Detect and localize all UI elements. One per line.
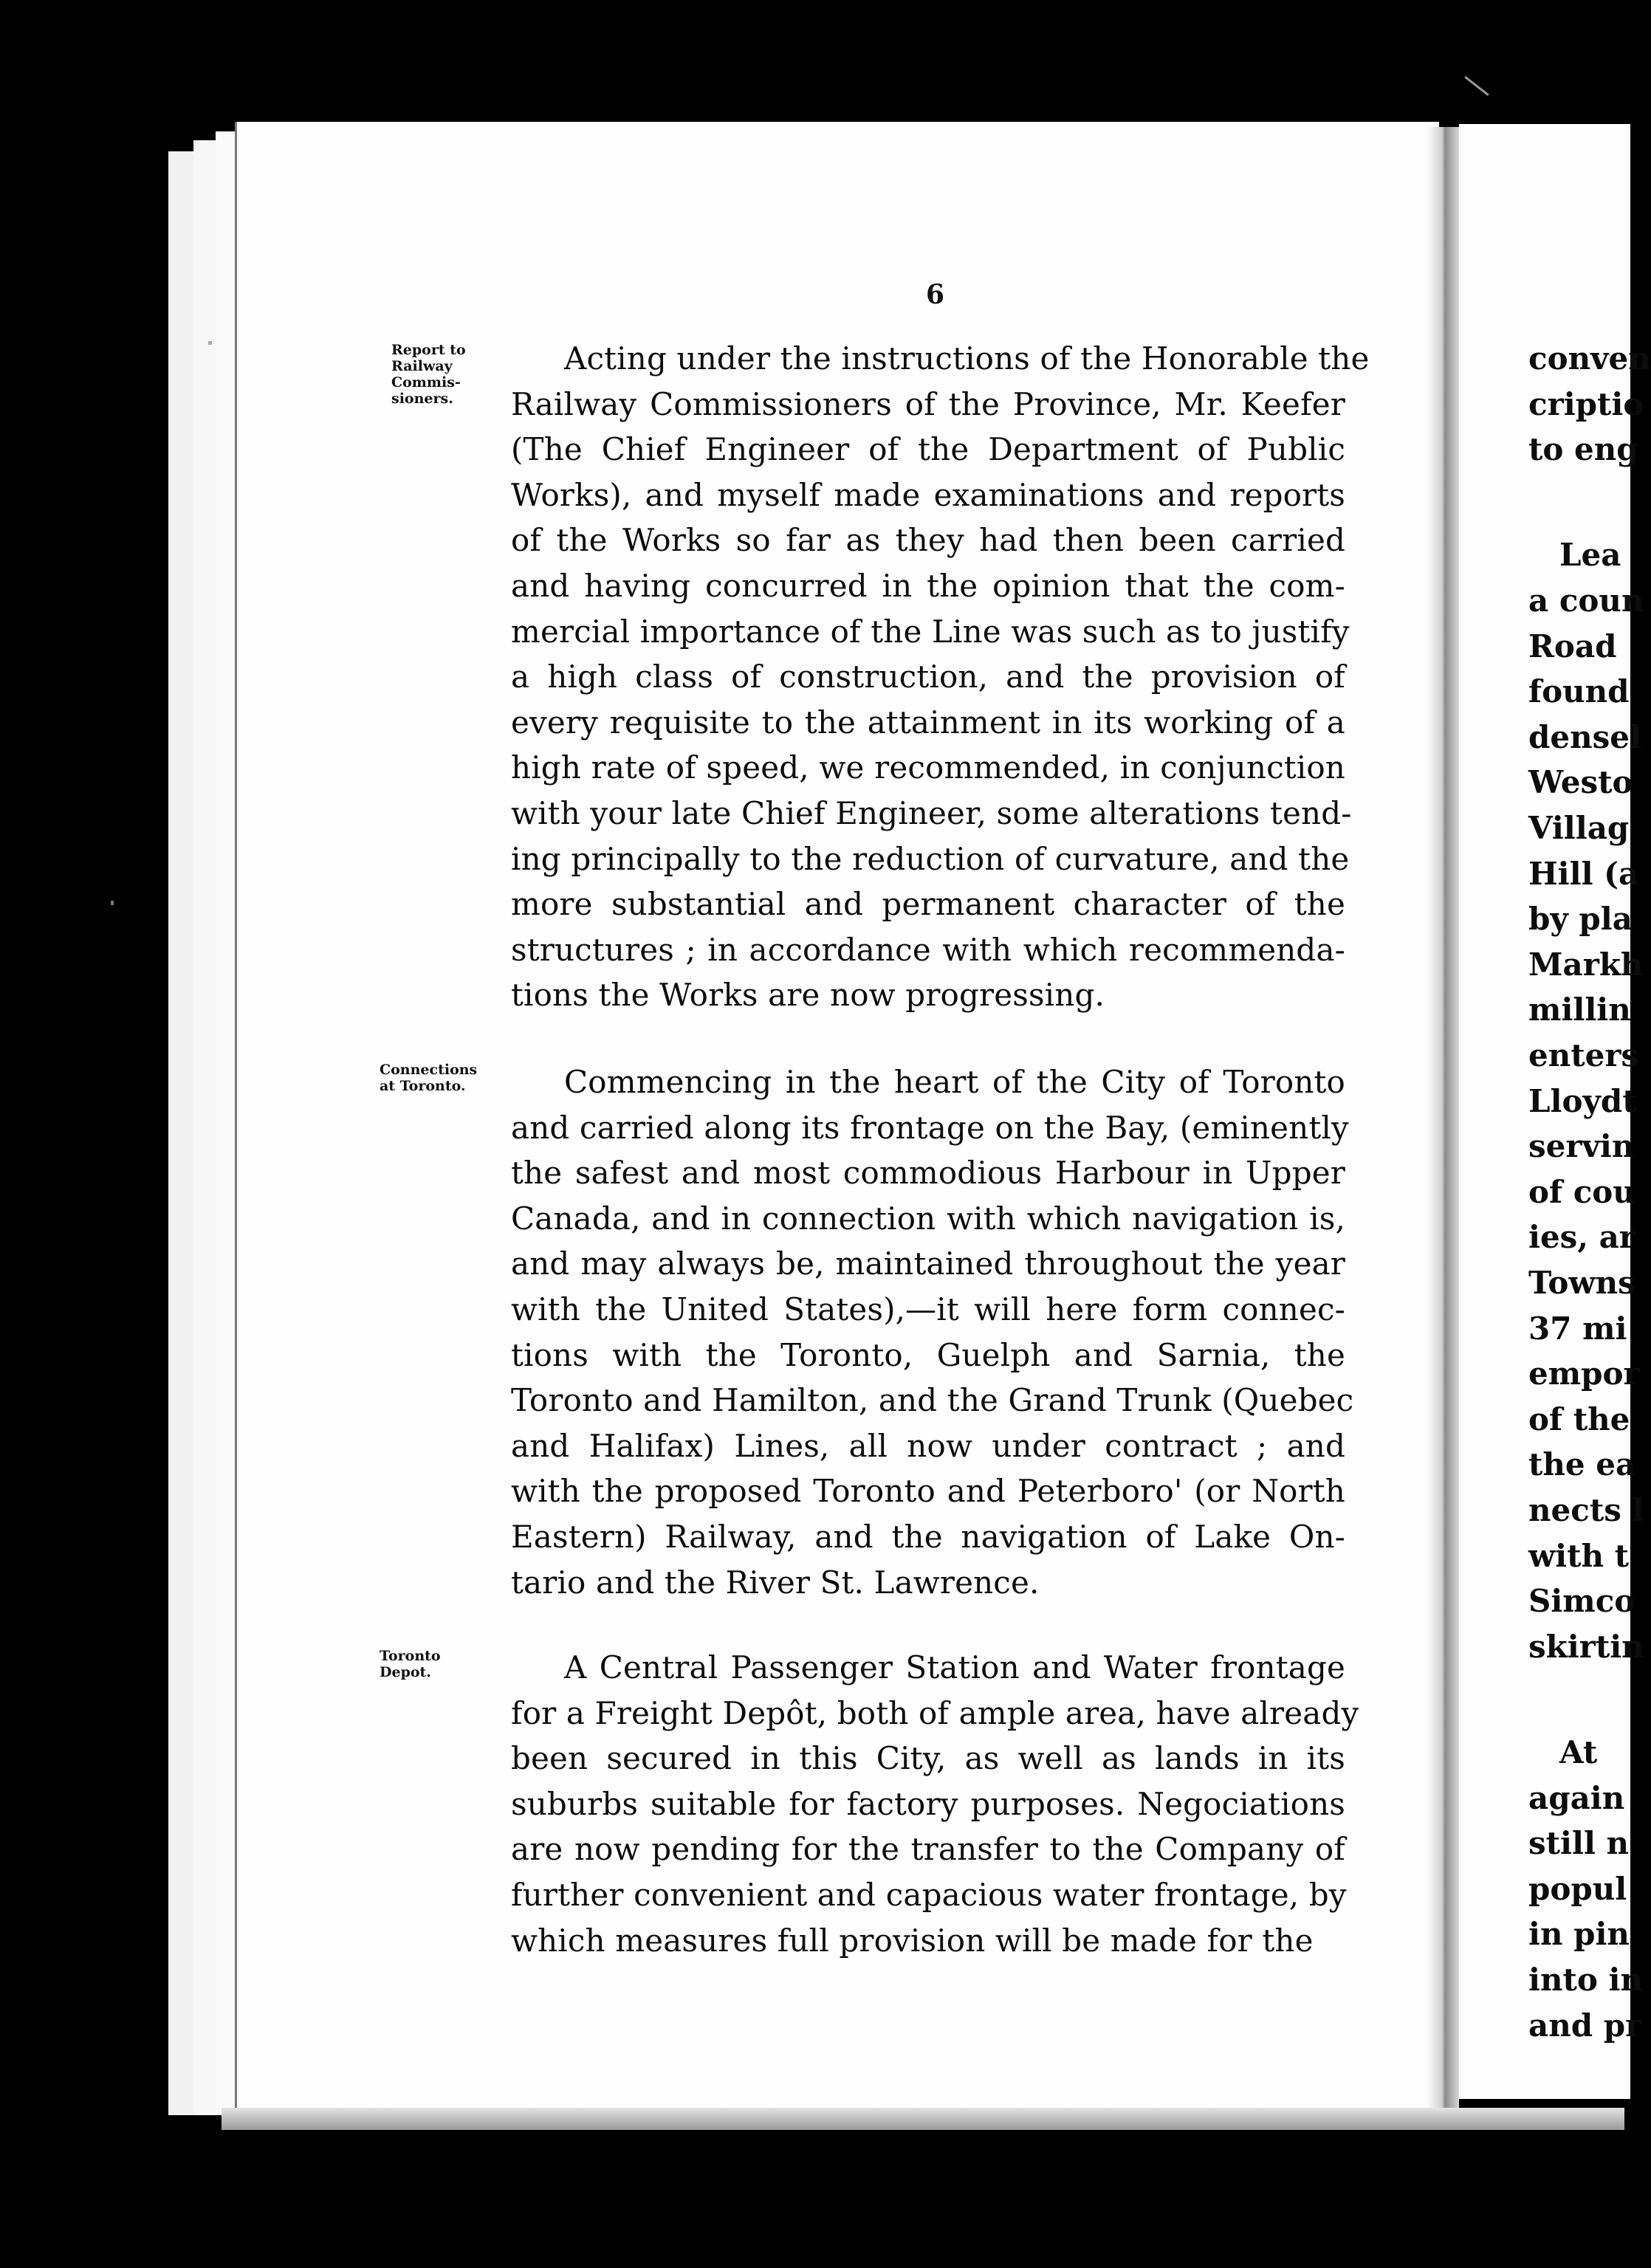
text-line: every requisite to the attainment in its working of a (511, 704, 1345, 740)
text-line: Railway Commissioners of the Province, Mr. Keefer (511, 385, 1345, 422)
margin-note-report (391, 342, 517, 407)
facing-text-line: 37 mi (1528, 1310, 1627, 1347)
text-line: with the proposed Toronto and Peterboro' (or North (511, 1473, 1345, 1510)
text-line: Acting under the instructions of the Honorable the (564, 340, 1370, 377)
scan-artifact (1464, 76, 1489, 96)
facing-text-line: enters (1528, 1037, 1639, 1073)
facing-text-line: At (1559, 1734, 1598, 1770)
text-line: suburbs suitable for factory purposes. Negociations (511, 1785, 1345, 1822)
text-line: of the Works so far as they had then been carried (511, 522, 1345, 559)
text-line: high rate of speed, we recommended, in conjunction (511, 749, 1345, 786)
scan-artifact (111, 901, 114, 905)
facing-text-line: by pla (1528, 901, 1633, 938)
text-line: which measures full provision will be made for the (511, 1922, 1314, 1959)
margin-note-connections (380, 1062, 505, 1094)
facing-text-line: Hill (a (1528, 855, 1639, 892)
facing-text-line: of the (1528, 1401, 1630, 1437)
text-line: further convenient and capacious water frontage, by (511, 1876, 1347, 1913)
paragraph-connections (511, 1059, 1354, 1605)
text-line: structures ; in accordance with which recommenda- (511, 931, 1345, 968)
facing-text-line: ies, ar (1528, 1219, 1635, 1256)
text-line: more substantial and permanent character of the (511, 886, 1345, 923)
facing-text-line: a coun (1528, 583, 1644, 619)
facing-text-line: conven (1528, 340, 1651, 377)
facing-text-line: servin (1528, 1128, 1635, 1165)
text-line: Works), and myself made examinations and reports (511, 476, 1345, 513)
paragraph-report (511, 336, 1370, 1018)
facing-text-line: the ea (1528, 1446, 1636, 1483)
paragraph-depot (511, 1645, 1359, 1963)
margin-note-line: sioners. (391, 391, 453, 407)
margin-note-line: Connections (380, 1062, 478, 1078)
text-line: the safest and most commodious Harbour in Upper (511, 1155, 1345, 1192)
text-line: with the United States),—it will here form connec- (511, 1291, 1345, 1327)
scan-artifact (208, 341, 212, 345)
facing-text-line: empor (1528, 1355, 1640, 1392)
text-line: Commencing in the heart of the City of Toronto (564, 1064, 1345, 1100)
facing-text-line: Lea (1559, 537, 1621, 574)
facing-text-line: again (1528, 1779, 1625, 1816)
facing-text-line: in pin (1528, 1916, 1630, 1953)
text-line: Canada, and in connection with which navigation is, (511, 1200, 1345, 1237)
text-line: and carried along its frontage on the Bay, (eminently (511, 1109, 1349, 1146)
facing-page (1459, 124, 1651, 2099)
page-bottom-edge (222, 2108, 1624, 2130)
facing-text-line: skirtin (1528, 1628, 1644, 1665)
facing-text-line: to eng (1528, 431, 1638, 468)
text-line: (The Chief Engineer of the Department of Public (511, 431, 1345, 468)
margin-note-depot (380, 1648, 505, 1680)
page-number: 6 (926, 279, 945, 310)
text-line: been secured in this City, as well as lands in its (511, 1740, 1345, 1777)
facing-text-line: into in (1528, 1962, 1644, 1998)
facing-text-line: Lloydt (1528, 1082, 1637, 1119)
text-line: A Central Passenger Station and Water frontage (564, 1649, 1345, 1685)
text-line: tions the Works are now progressing. (511, 977, 1105, 1014)
facing-text-line: Markh (1528, 946, 1644, 983)
margin-note-line: Toronto (380, 1648, 441, 1664)
facing-text-line: still n (1528, 1825, 1630, 1862)
facing-text-line: popul (1528, 1870, 1627, 1907)
text-line: with your late Chief Engineer, some alterations tend- (511, 794, 1352, 831)
margin-note-line: Report to (391, 342, 466, 358)
text-line: tions with the Toronto, Guelph and Sarnia, the (511, 1336, 1345, 1373)
margin-note-line: at Toronto. (380, 1078, 466, 1094)
facing-text-line: nects l (1528, 1492, 1644, 1528)
margin-note-line: Depot. (380, 1664, 431, 1680)
text-line: are now pending for the transfer to the Company of (511, 1831, 1345, 1868)
facing-text-line: and pr (1528, 2007, 1642, 2044)
text-line: and may always be, maintained throughout the year (511, 1245, 1345, 1282)
facing-text-line: Villag (1528, 810, 1630, 846)
text-line: Toronto and Hamilton, and the Grand Trunk (Quebec (511, 1382, 1354, 1419)
facing-text-line: densel (1528, 718, 1641, 755)
text-line: for a Freight Depôt, both of ample area, have already (511, 1694, 1359, 1731)
facing-text-line: Simco (1528, 1583, 1635, 1620)
facing-text-line: millin (1528, 992, 1631, 1028)
facing-text-line: criptio (1528, 385, 1644, 422)
text-line: Eastern) Railway, and the navigation of Lake On- (511, 1518, 1345, 1555)
facing-text-line: of cou (1528, 1173, 1635, 1210)
facing-text-line: Road (1528, 628, 1617, 664)
text-line: mercial importance of the Line was such as to justify (511, 613, 1350, 650)
text-line: tario and the River St. Lawrence. (511, 1564, 1040, 1601)
margin-note-line: Commis- (391, 374, 461, 391)
text-line: a high class of construction, and the provision of (511, 659, 1345, 695)
text-line: and Halifax) Lines, all now under contract ; and (511, 1427, 1345, 1464)
facing-text-line: with t (1528, 1537, 1630, 1574)
facing-text-line: Towns (1528, 1265, 1635, 1301)
text-line: and having concurred in the opinion that the com- (511, 567, 1345, 604)
facing-text-line: found (1528, 673, 1630, 710)
facing-text-line: Westo (1528, 764, 1633, 801)
book-gutter (1428, 127, 1459, 2117)
text-line: ing principally to the reduction of curvature, and the (511, 840, 1350, 877)
margin-note-line: Railway (391, 358, 453, 374)
